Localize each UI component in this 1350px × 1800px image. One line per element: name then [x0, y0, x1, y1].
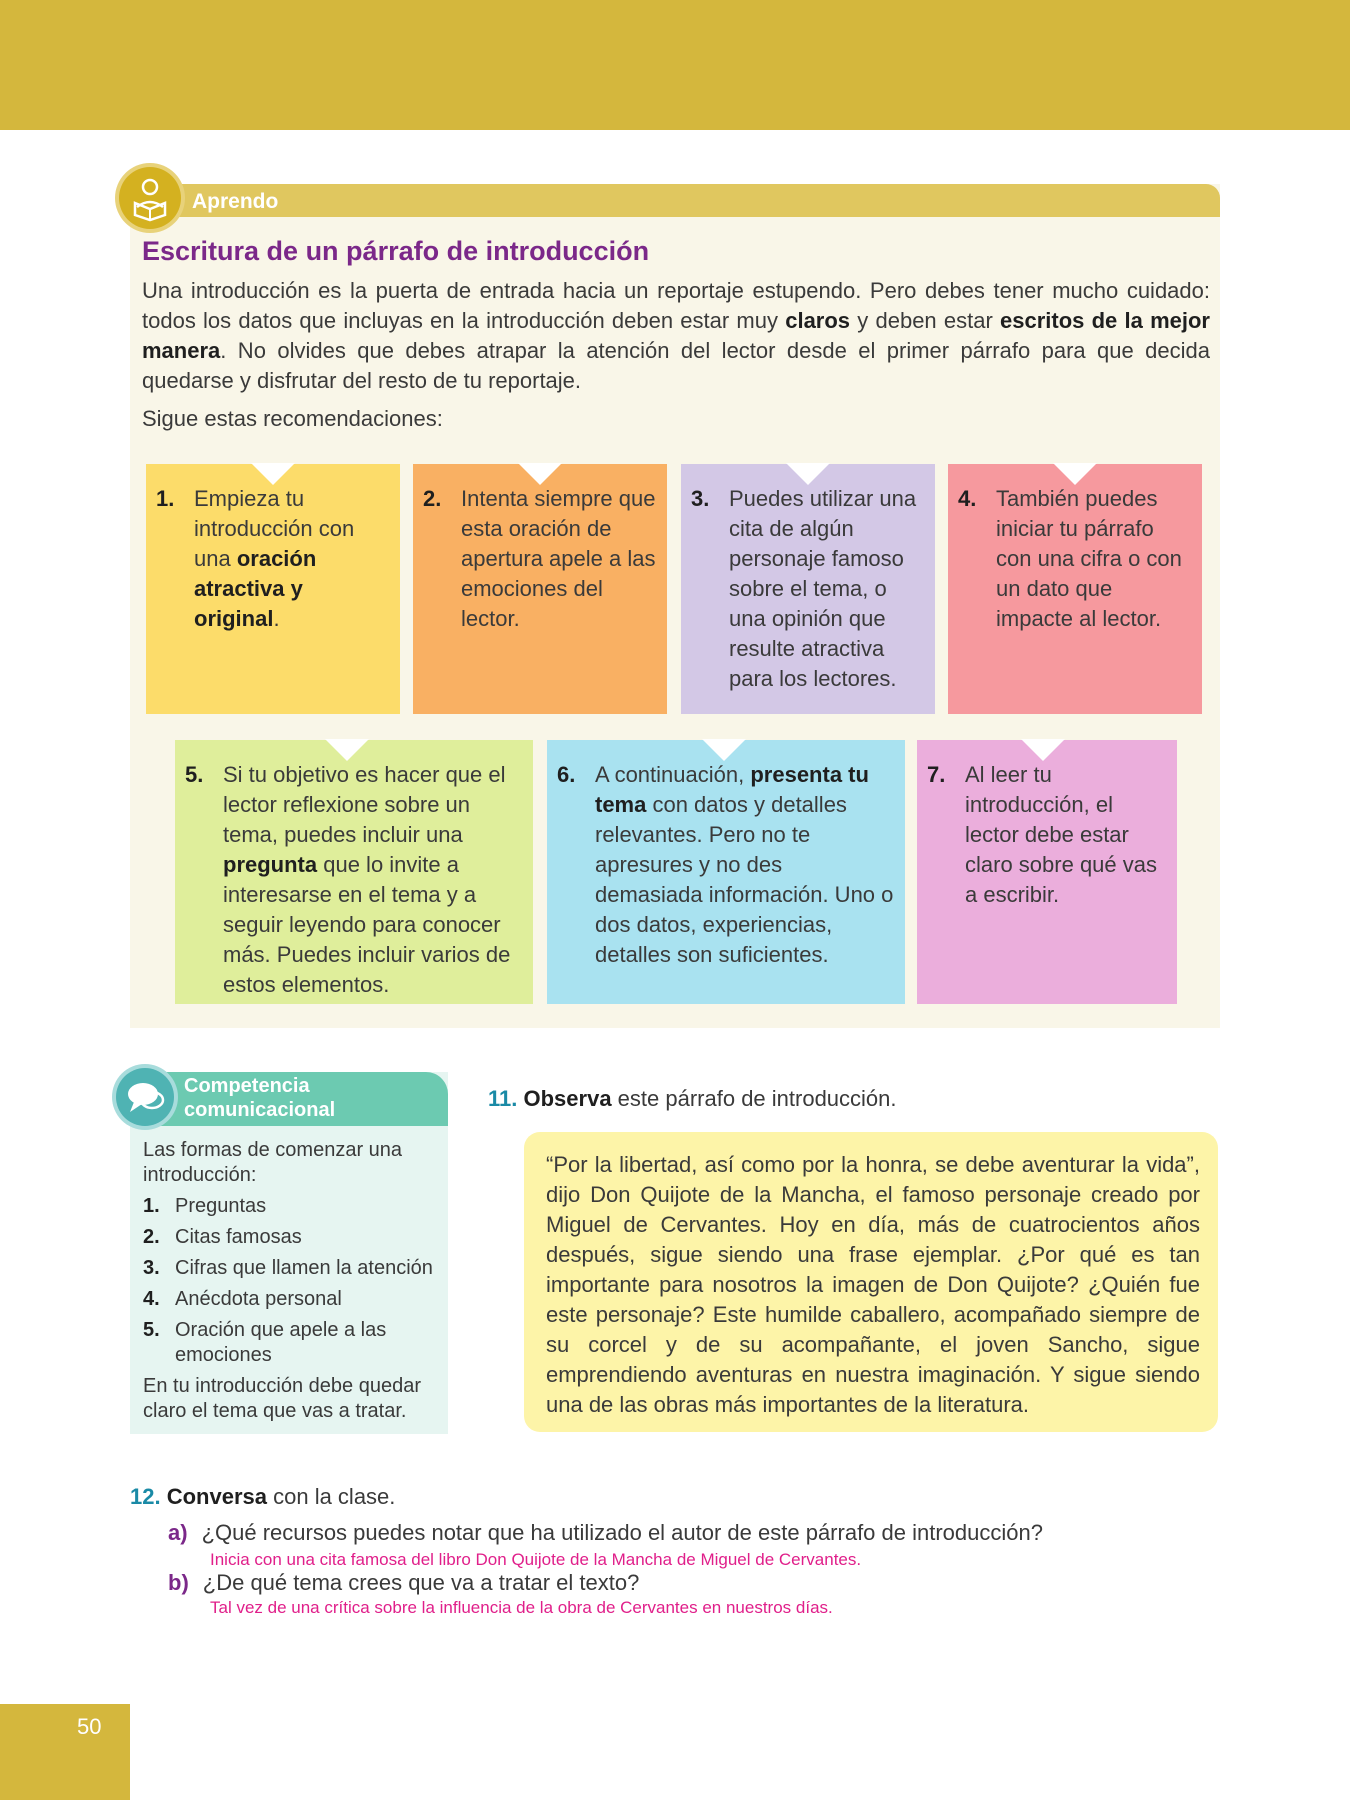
section-label: Aprendo: [192, 190, 279, 213]
card-number: 6.: [557, 762, 576, 787]
card-text: [194, 484, 390, 634]
card-text: Intenta siempre que esta oración de apertura apele a las emociones del lector.: [461, 486, 656, 631]
list-item: [143, 1194, 443, 1219]
card-text-part: A continuación,: [595, 762, 751, 787]
question-11: [488, 1086, 897, 1112]
intro-text-2: y deben estar: [850, 308, 1001, 333]
competencia-body: [143, 1138, 443, 1424]
competencia-sidebar: [130, 1072, 448, 1434]
intro-text-1: Una introducción es la puerta de entrada hacia un reportaje estupendo. Pero debes tener mucho cuidado: todos los datos que incluyas en la introducción deben estar muy: [142, 278, 1210, 333]
aprendo-header-bar: [130, 184, 1220, 217]
aprendo-section: [130, 184, 1220, 1028]
list-item: [143, 1225, 443, 1250]
card-text: Puedes utilizar una cita de algún personaje famoso sobre el tema, o una opinión que resulte atractiva para los lectores.: [729, 486, 917, 691]
answer-12b: Tal vez de una crítica sobre la influencia de la obra de Cervantes en nuestros días.: [210, 1598, 833, 1617]
quote-paragraph: “Por la libertad, así como por la honra, se debe aventurar la vida”, dijo Don Quijote de la Mancha, el famoso personaje creado por Miguel de Cervantes. Hoy en día, más de cuatrocientos años después, sigue siendo una frase ejemplar. ¿Por qué es tan importante para nosotros la imagen de Don Quijote? ¿Quién fue este personaje? Este humilde caballero, acompañado siempre de su corcel y de su acompañante, el joven Sancho, sigue emprendiendo aventuras en nuestra imaginación. Y sigue siendo una de las obras más importantes de la literatura.: [546, 1152, 1200, 1417]
reader-with-book-icon: [119, 167, 181, 229]
list-item-text: Oración que apele a las emociones: [175, 1319, 387, 1366]
intro-bold-1: claros: [785, 308, 851, 333]
question-12: [130, 1484, 395, 1510]
card-text-bold: presenta tu tema: [595, 762, 869, 817]
list-item: [143, 1256, 443, 1281]
footer-color-block: [0, 1704, 130, 1800]
card-number: 2.: [423, 486, 442, 511]
card-number: 7.: [927, 762, 946, 787]
top-color-band: [0, 0, 1350, 130]
question-text: con la clase.: [267, 1484, 396, 1509]
question-verb: Conversa: [166, 1484, 267, 1509]
card-text: Al leer tu introducción, el lector debe estar claro sobre qué vas a escribir.: [965, 762, 1157, 907]
competencia-closing: En tu introducción debe quedar claro el tema que vas a tratar.: [143, 1375, 421, 1422]
list-item-text: Cifras que llamen la atención: [175, 1257, 433, 1279]
card-number: 5.: [185, 762, 204, 787]
question-number: 12.: [130, 1484, 161, 1509]
competencia-title-line-1: Competencia: [184, 1075, 310, 1097]
competencia-title: [184, 1074, 335, 1122]
list-item: [143, 1318, 443, 1368]
recommendation-card-4: [948, 464, 1202, 714]
competencia-title-line-2: comunicacional: [184, 1099, 336, 1121]
list-item-number: 1.: [143, 1195, 160, 1217]
card-number: 1.: [156, 486, 175, 511]
question-number: 11.: [488, 1086, 518, 1111]
card-number: 3.: [691, 486, 710, 511]
card-text: [223, 760, 523, 1000]
list-item: [143, 1287, 443, 1312]
recommendation-card-3: [681, 464, 935, 714]
list-item-number: 3.: [143, 1257, 160, 1279]
recommendation-card-1: [146, 464, 400, 714]
recommendation-card-6: [547, 740, 905, 1004]
answer-12a: Inicia con una cita famosa del libro Don Quijote de la Mancha de Miguel de Cervantes.: [210, 1550, 862, 1569]
question-verb: Observa: [523, 1086, 612, 1111]
sub-question-label: a): [168, 1520, 188, 1545]
list-item-number: 5.: [143, 1319, 160, 1341]
list-item-number: 4.: [143, 1288, 160, 1310]
intro-paragraph: [142, 276, 1210, 396]
question-12b: [168, 1570, 639, 1596]
card-number: 4.: [958, 486, 977, 511]
sub-question-text: ¿De qué tema crees que va a tratar el texto?: [202, 1570, 640, 1595]
question-12a: [168, 1520, 1043, 1546]
list-item-number: 2.: [143, 1226, 160, 1248]
recommendation-card-7: [917, 740, 1177, 1004]
list-item-text: Citas famosas: [175, 1226, 302, 1248]
card-text-part: con datos y detalles relevantes. Pero no te apresures y no des demasiada información. Uno o dos datos, experiencias, detalles son suficientes.: [595, 792, 894, 967]
card-text-part: Empieza tu introducción con una: [194, 486, 355, 571]
question-text: este párrafo de introducción.: [611, 1086, 897, 1111]
competencia-lead: Las formas de comenzar una introducción:: [143, 1139, 403, 1186]
card-text-bold: pregunta: [223, 852, 318, 877]
card-text-part: que lo invite a interesarse en el tema y a seguir leyendo para conocer más. Puedes incluir varios de estos elementos.: [223, 852, 511, 997]
card-text-bold: oración atractiva y original: [194, 546, 317, 631]
intro-bold-2: escritos de la mejor manera: [142, 308, 1210, 363]
card-text: También puedes iniciar tu párrafo con una cifra o con un dato que impacte al lector.: [996, 486, 1182, 631]
intro-text-3: . No olvides que debes atrapar la atención del lector desde el primer párrafo para que decida quedarse y disfrutar del resto de tu reportaje.: [142, 338, 1210, 393]
card-text-part: Si tu objetivo es hacer que el lector reflexione sobre un tema, puedes incluir una: [223, 762, 506, 847]
recommendation-card-2: [413, 464, 667, 714]
list-item-text: Anécdota personal: [175, 1288, 342, 1310]
section-title: Escritura de un párrafo de introducción: [142, 236, 650, 266]
page-number: 50: [77, 1714, 102, 1739]
competencia-header: [130, 1072, 448, 1126]
recommendations-lead: Sigue estas recomendaciones:: [142, 406, 443, 431]
competencia-list: [143, 1194, 443, 1368]
speech-bubbles-icon: [116, 1068, 174, 1126]
quote-box: [524, 1132, 1218, 1432]
sub-question-text: ¿Qué recursos puedes notar que ha utilizado el autor de este párrafo de introducción?: [201, 1520, 1043, 1545]
card-text-part: .: [273, 606, 280, 631]
list-item-text: Preguntas: [175, 1195, 267, 1217]
card-text: [595, 760, 895, 970]
recommendation-card-5: [175, 740, 533, 1004]
sub-question-label: b): [168, 1570, 189, 1595]
